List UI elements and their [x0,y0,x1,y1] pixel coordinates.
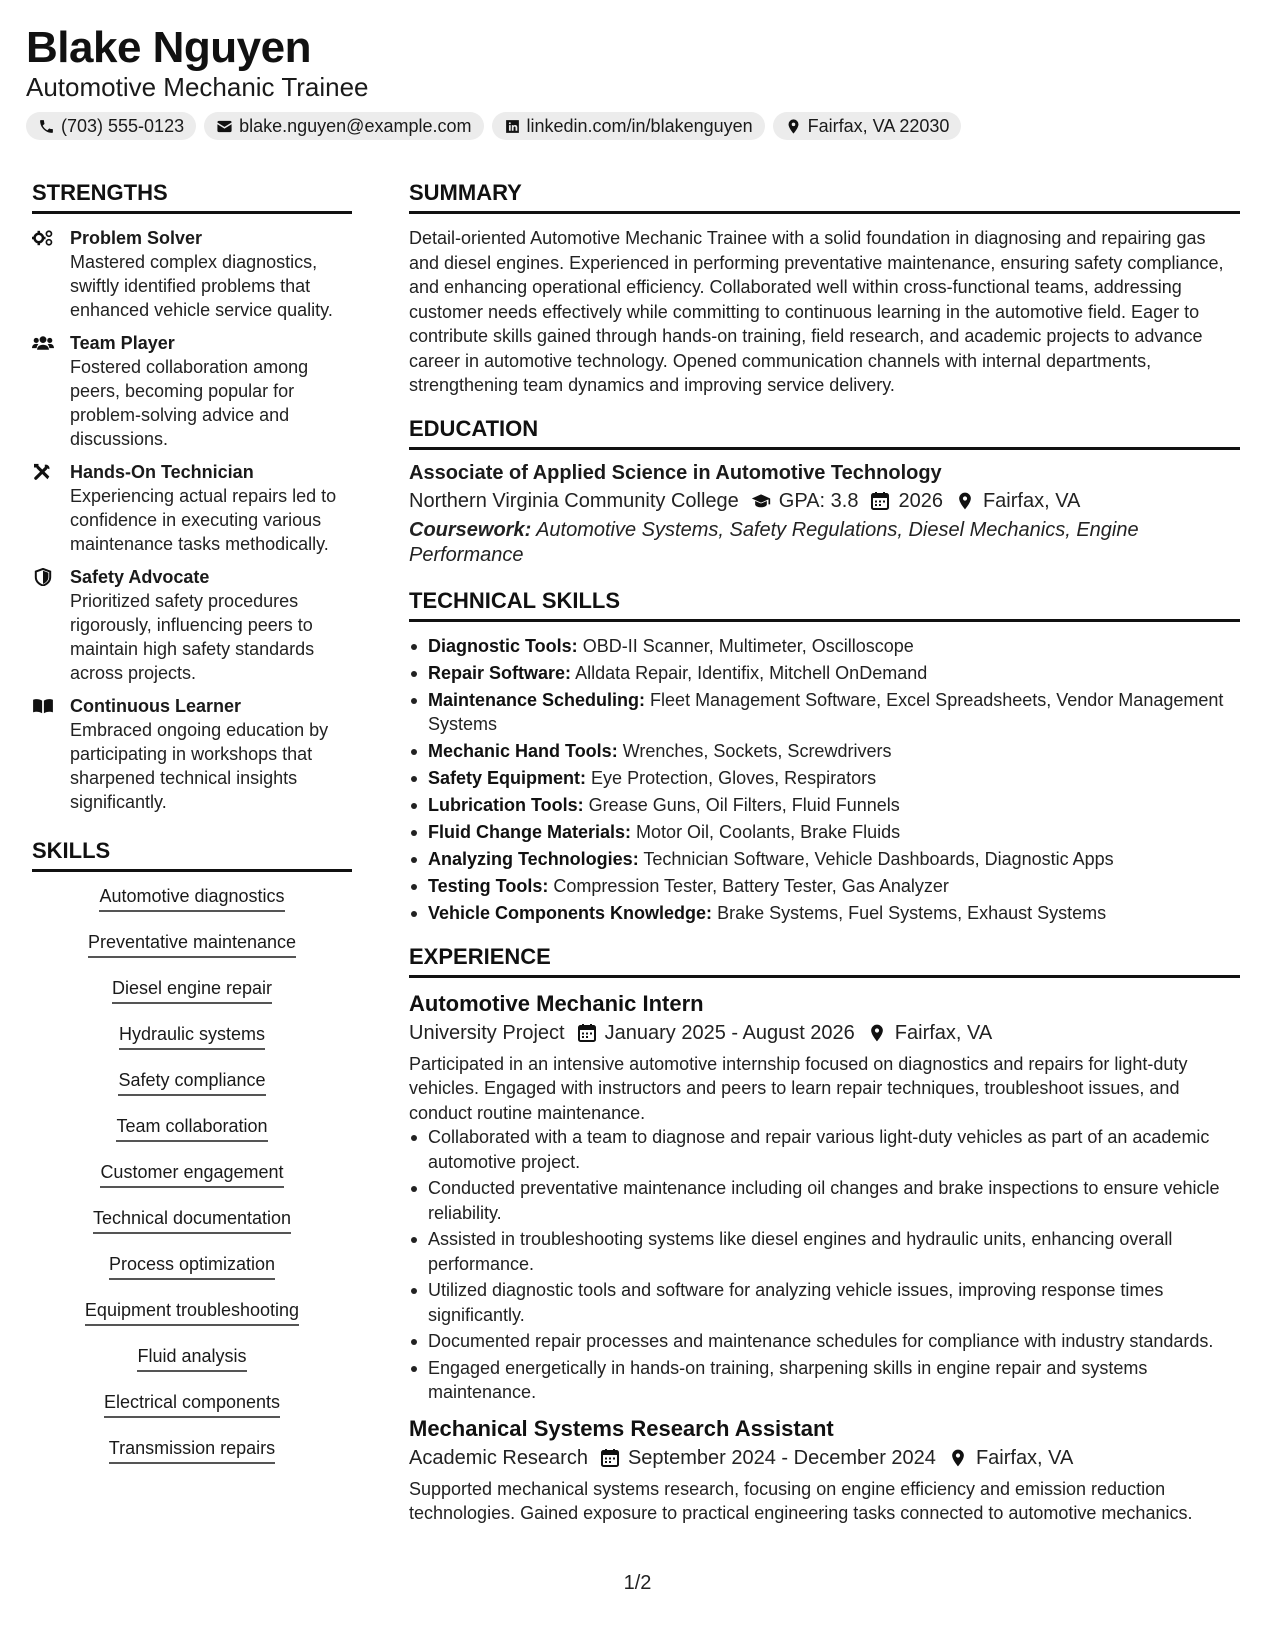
skill-item: Process optimization [109,1252,275,1280]
job-meta [409,1018,1240,1048]
strength-title: Continuous Learner [70,696,242,716]
list-item [409,634,1240,659]
technical-skills-list [409,634,1240,926]
gears-icon [32,229,54,247]
skill-label: Safety Equipment: [428,768,587,788]
skill-item: Preventative maintenance [88,930,296,958]
skill-label: Analyzing Technologies: [428,849,639,869]
skill-label: Vehicle Components Knowledge: [428,903,713,923]
skills-heading: SKILLS [32,838,352,872]
users-icon [32,334,54,352]
job-description: Supported mechanical systems research, focusing on engine efficiency and emission reduction technologies. Gained exposure to practical engineering tasks connected to automotive mechanics. [409,1478,1193,1523]
gpa-value: GPA: 3.8 [778,489,859,512]
map-pin-icon [948,1448,968,1468]
list-item: Conducted preventative maintenance including oil changes and brake inspections to ensure vehicle reliability. [409,1176,1240,1225]
shield-icon [32,568,54,586]
skill-value: Compression Tester, Battery Tester, Gas Analyzer [553,876,949,896]
list-item [409,766,1240,791]
list-item [409,874,1240,899]
job-title: Mechanical Systems Research Assistant [409,1415,834,1441]
skill-item: Customer engagement [100,1160,283,1188]
book-icon [32,697,54,715]
job-title: Automotive Mechanic Intern [409,990,704,1016]
contact-phone-text: (703) 555-0123 [61,115,185,136]
strength-item [32,565,352,685]
strength-title: Problem Solver [70,228,203,248]
contact-bar [26,112,1246,140]
left-column [32,180,352,1482]
job-entry [409,990,1240,1405]
job-location: Fairfax, VA [894,1021,993,1044]
job-bullets [409,1125,1240,1405]
coursework-label: Coursework: [409,518,532,541]
job-org: University Project [409,1021,565,1044]
tools-icon [32,463,54,481]
map-pin-icon [867,1023,887,1043]
summary-text: Detail-oriented Automotive Mechanic Trainee with a solid foundation in diagnosing and repairing gas and diesel engines. Experienced in performing preventative maintenance, ensuring safety compliance, and enhancing operational efficiency. Collaborated well within cross-functional teams, addressing customer needs effectively while committing to continuous learning in the automotive field. Eager to contribute skills gained through hands-on training, field research, and academic projects to advance career in automotive technology. Opened communication channels with internal departments, strengthening team dynamics and improving service delivery. [409,228,1224,395]
strength-description: Embraced ongoing education by participating in workshops that sharpened technical insights significantly. [70,720,329,812]
coursework-text: Automotive Systems, Safety Regulations, Diesel Mechanics, Engine Performance [409,518,1139,566]
education-location: Fairfax, VA [982,489,1081,512]
skill-item: Fluid analysis [137,1344,246,1372]
skill-item: Equipment troubleshooting [85,1298,299,1326]
skill-item: Diesel engine repair [112,976,272,1004]
skill-label: Testing Tools: [428,876,549,896]
skill-value: Grease Guns, Oil Filters, Fluid Funnels [588,795,900,815]
strength-description: Fostered collaboration among peers, becoming popular for problem-solving advice and discussions. [70,357,309,449]
skill-item: Transmission repairs [109,1436,275,1464]
candidate-name: Blake Nguyen [26,23,311,72]
page-number: 1/2 [623,1572,652,1594]
technical-skills-heading: TECHNICAL SKILLS [409,588,1240,622]
job-dates: January 2025 - August 2026 [604,1021,855,1044]
resume-header [26,22,1246,140]
skill-value: OBD-II Scanner, Multimeter, Oscilloscope [582,635,914,656]
strength-item [32,460,352,556]
job-dates: September 2024 - December 2024 [627,1446,936,1469]
list-item [409,847,1240,872]
degree-title: Associate of Applied Science in Automotive Technology [409,461,942,484]
contact-phone[interactable] [26,112,196,140]
skill-value: Brake Systems, Fuel Systems, Exhaust Systems [717,903,1107,923]
list-item [409,739,1240,764]
list-item [409,820,1240,845]
list-item: Collaborated with a team to diagnose and repair various light-duty vehicles as part of an academic automotive project. [409,1125,1240,1174]
skill-value: Technician Software, Vehicle Dashboards, Diagnostic Apps [643,849,1114,869]
skill-item: Team collaboration [116,1114,267,1142]
experience-heading: EXPERIENCE [409,944,1240,978]
list-item: Documented repair processes and maintenance schedules for compliance with industry standards. [409,1329,1240,1354]
contact-location[interactable] [773,112,962,140]
contact-email[interactable] [204,112,483,140]
contact-email-text: blake.nguyen@example.com [239,115,472,136]
skill-item: Safety compliance [118,1068,265,1096]
list-item: Engaged energetically in hands-on training, sharpening skills in engine repair and systems maintenance. [409,1356,1240,1405]
list-item [409,793,1240,818]
job-org: Academic Research [409,1446,588,1469]
calendar-icon [600,1448,620,1468]
skill-label: Fluid Change Materials: [428,822,632,842]
skill-item: Technical documentation [93,1206,291,1234]
strength-description: Experiencing actual repairs led to confidence in executing various maintenance tasks methodically. [70,486,337,554]
summary-heading: SUMMARY [409,180,1240,214]
calendar-icon [870,491,890,511]
strength-item [32,331,352,451]
contact-linkedin-text: linkedin.com/in/blakenguyen [526,115,753,136]
list-item: Assisted in troubleshooting systems like diesel engines and hydraulic units, enhancing overall performance. [409,1227,1240,1276]
list-item [409,661,1240,686]
strength-title: Team Player [70,333,175,353]
list-item [409,688,1240,737]
skill-value: Eye Protection, Gloves, Respirators [591,768,877,788]
skill-label: Maintenance Scheduling: [428,689,646,710]
contact-location-text: Fairfax, VA 22030 [807,115,950,136]
linkedin-icon [504,118,521,135]
list-item [409,901,1240,926]
skill-item: Hydraulic systems [119,1022,265,1050]
education-heading: EDUCATION [409,416,1240,450]
right-column [409,180,1240,1526]
job-meta [409,1443,1240,1473]
job-description: Participated in an intensive automotive internship focused on diagnostics and repairs for light-duty vehicles. Engaged with instructors and peers to learn repair techniques, troubleshoot issues, and conduct routine maintenance. [409,1053,1188,1123]
strength-item [32,226,352,322]
coursework [409,518,1240,568]
phone-icon [38,118,55,135]
skill-label: Repair Software: [428,662,572,683]
skill-value: Fleet Management Software, Excel Spreadsheets, Vendor Management Systems [428,689,1224,734]
skill-label: Mechanic Hand Tools: [428,741,618,761]
skill-item: Electrical components [104,1390,280,1418]
list-item: Utilized diagnostic tools and software for analyzing vehicle issues, improving response times significantly. [409,1278,1240,1327]
job-location: Fairfax, VA [975,1446,1074,1469]
candidate-title: Automotive Mechanic Trainee [26,72,369,102]
graduation-cap-icon [751,491,771,511]
envelope-icon [216,118,233,135]
skill-item: Automotive diagnostics [99,884,284,912]
contact-linkedin[interactable] [492,112,765,140]
skills-list [32,884,352,1482]
skill-label: Lubrication Tools: [428,795,584,815]
skill-value: Wrenches, Sockets, Screwdrivers [622,741,892,761]
skill-label: Diagnostic Tools: [428,635,578,656]
calendar-icon [577,1023,597,1043]
school-name: Northern Virginia Community College [409,489,739,512]
strength-title: Safety Advocate [70,567,210,587]
job-entry [409,1415,1240,1526]
skill-value: Motor Oil, Coolants, Brake Fluids [636,822,901,842]
graduation-year: 2026 [898,489,943,512]
strength-description: Mastered complex diagnostics, swiftly identified problems that enhanced vehicle service quality. [70,252,333,320]
strengths-heading: STRENGTHS [32,180,352,214]
strength-item [32,694,352,814]
map-pin-icon [785,118,802,135]
strength-description: Prioritized safety procedures rigorously, influencing peers to maintain high safety standards across projects. [70,591,315,683]
skill-value: Alldata Repair, Identifix, Mitchell OnDemand [575,662,928,683]
map-pin-icon [955,491,975,511]
strength-title: Hands-On Technician [70,462,254,482]
education-meta [409,486,1240,516]
